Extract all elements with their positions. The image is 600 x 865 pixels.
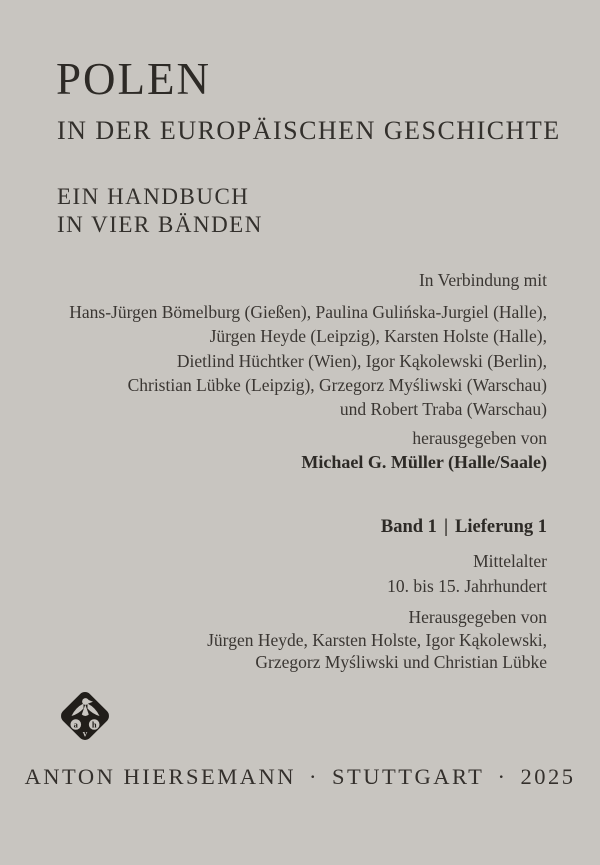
issue-editors-intro: Herausgegeben von xyxy=(408,607,547,627)
collaboration-intro: In Verbindung mit xyxy=(418,270,547,290)
series-statement xyxy=(57,183,263,239)
issue-editors-line: Jürgen Heyde, Karsten Holste, Igor Kąkolewski, xyxy=(207,629,547,650)
book-subtitle: IN DER EUROPÄISCHEN GESCHICHTE xyxy=(57,116,561,145)
book-title: POLEN xyxy=(56,54,211,104)
collaborator-line: Christian Lübke (Leipzig), Grzegorz Myśliwski (Warschau) xyxy=(127,374,547,395)
period-title: Mittelalter xyxy=(473,551,547,571)
imprint-separator: · xyxy=(309,764,320,789)
collaborator-list xyxy=(69,300,547,421)
editor-statement xyxy=(301,426,547,474)
editor-name: Michael G. Müller (Halle/Saale) xyxy=(301,452,547,472)
series-line: EIN HANDBUCH xyxy=(57,184,250,209)
collaborator-line: und Robert Traba (Warschau) xyxy=(339,399,547,420)
volume-band: Band 1 xyxy=(380,517,437,537)
publisher-imprint xyxy=(0,764,600,790)
publication-year: 2025 xyxy=(520,764,576,789)
logo-letter-a: a xyxy=(73,719,78,730)
collaborator-line: Hans-Jürgen Bömelburg (Gießen), Paulina Gulińska-Jurgiel (Halle), xyxy=(69,302,547,322)
issue-editors xyxy=(207,606,547,674)
collaborator-line: Dietlind Hüchtker (Wien), Igor Kąkolewski (Berlin), xyxy=(176,350,547,371)
period-range: 10. bis 15. Jahrhundert xyxy=(387,576,547,596)
issue-editors-line: Grzegorz Myśliwski und Christian Lübke xyxy=(255,652,547,672)
volume-period xyxy=(387,549,547,599)
imprint-separator: · xyxy=(497,764,508,789)
publisher-city: STUTTGART xyxy=(332,764,485,789)
editor-intro: herausgegeben von xyxy=(412,428,547,448)
logo-letter-v: v xyxy=(82,728,88,739)
volume-separator: | xyxy=(443,517,449,537)
publisher-name: ANTON HIERSEMANN xyxy=(24,764,297,789)
volume-label xyxy=(381,517,547,538)
collaborator-line: Jürgen Heyde (Leipzig), Karsten Holste (Halle), xyxy=(209,326,547,347)
logo-letter-h: h xyxy=(91,719,97,730)
series-line: IN VIER BÄNDEN xyxy=(57,212,263,237)
publisher-logo-icon xyxy=(57,687,113,747)
volume-lieferung: Lieferung 1 xyxy=(455,517,547,537)
